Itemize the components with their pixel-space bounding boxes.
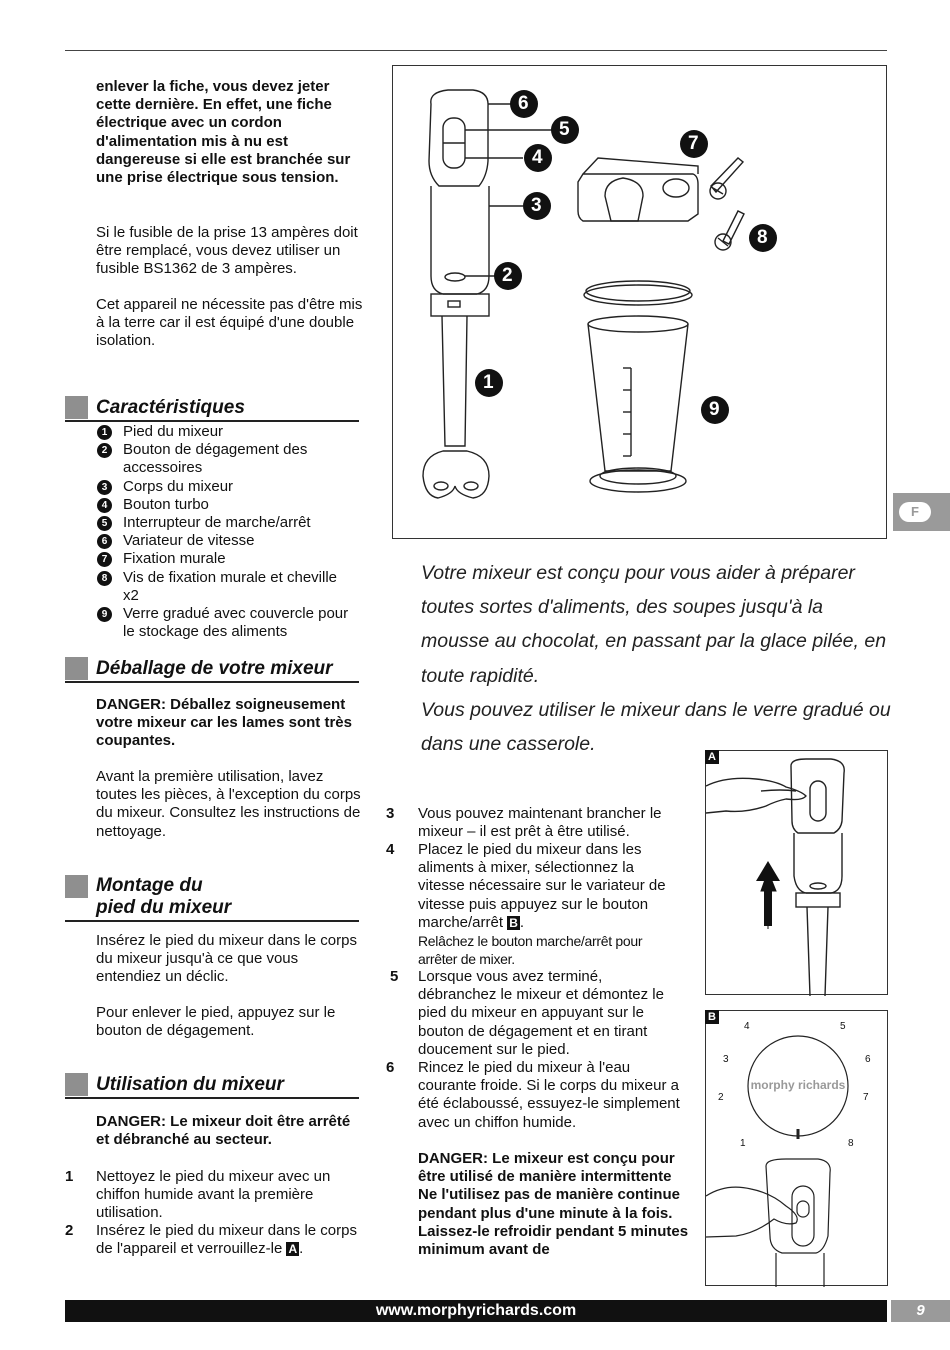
heading-square: [65, 1073, 88, 1096]
dial-number-1: 1: [740, 1138, 746, 1149]
figure-a-label: A: [705, 750, 719, 764]
callout-3: 3: [531, 195, 542, 216]
callout-7: 7: [688, 133, 699, 154]
figure-a-svg: [706, 751, 889, 996]
product-diagram: [392, 65, 887, 539]
usage-danger: DANGER: Le mixeur doit être arrêté et débranché au secteur.: [96, 1113, 351, 1149]
intro-paragraph-2: Vous pouvez utiliser le mixeur dans le verre gradué ou dans une casserole.: [421, 698, 891, 756]
usage-heading-text: Utilisation du mixeur: [96, 1074, 284, 1095]
heading-square: [65, 875, 88, 898]
earth-text: Cet appareil ne nécessite pas d'être mis à la terre car il est équipé d'une double isolation.: [96, 296, 363, 350]
diagram-callouts: [475, 90, 777, 424]
blender-parts-svg: [393, 66, 888, 540]
page-number: 9: [891, 1300, 950, 1322]
feature-item: 9 Verre gradué avec couvercle pour le stockage des aliments: [97, 605, 359, 641]
figure-a: [705, 750, 888, 995]
language-tab: [893, 493, 950, 531]
usage-danger-2: DANGER: Le mixeur est conçu pour être utilisé de manière intermittente Ne l'utilisez pas de manière continue pendant plus d'une minute à la fois. Laissez-le refroidir pendant 5 minutes minimum avant de: [418, 1150, 689, 1259]
feature-item: 1 Pied du mixeur: [97, 423, 359, 441]
features-heading: [65, 396, 359, 422]
callout-2: 2: [502, 265, 513, 286]
callout-6: 6: [518, 93, 529, 114]
unpacking-heading: [65, 657, 359, 683]
assembly-text1: Insérez le pied du mixeur dans le corps du mixeur jusqu'à ce que vous entendiez un déclic.: [96, 932, 357, 986]
callout-8: 8: [757, 227, 768, 248]
feature-item: 6 Variateur de vitesse: [97, 532, 359, 550]
step-2: 2 Insérez le pied du mixeur dans le corps de l'appareil et verrouillez-le A .: [65, 1222, 357, 1258]
feature-item: 2 Bouton de dégagement des accessoires: [97, 441, 359, 477]
dial-number-4: 4: [744, 1021, 750, 1032]
heading-square: [65, 396, 88, 419]
fuse-text: Si le fusible de la prise 13 ampères doit être remplacé, vous devez utiliser un fusible BS1362 de 3 ampères.: [96, 224, 358, 278]
callout-5: 5: [559, 119, 570, 140]
dial-brand-logo: morphy richards: [750, 1078, 846, 1092]
features-heading-text: Caractéristiques: [96, 397, 245, 418]
unpacking-text: Avant la première utilisation, lavez toutes les pièces, à l'exception du corps du mixeur. Consultez les instructions de nettoyage.: [96, 768, 361, 840]
step-3: 3 Vous pouvez maintenant brancher le mixeur – il est prêt à être utilisé.: [386, 805, 662, 841]
warning-intro: enlever la fiche, vous devez jeter cette dernière. En effet, une fiche électrique avec un cordon d'alimentation mis à nu est dangereuse si elle est branchée sur une prise électrique sous tension.: [96, 78, 351, 187]
heading-square: [65, 657, 88, 680]
assembly-text2: Pour enlever le pied, appuyez sur le bouton de dégagement.: [96, 1004, 336, 1040]
footer-url: www.morphyrichards.com: [65, 1300, 887, 1322]
dial-number-5: 5: [840, 1021, 846, 1032]
feature-item: 3 Corps du mixeur: [97, 478, 359, 496]
callout-9: 9: [709, 399, 720, 420]
step-1: 1 Nettoyez le pied du mixeur avec un chiffon humide avant la première utilisation.: [65, 1168, 331, 1222]
unpacking-danger: DANGER: Déballez soigneusement votre mixeur car les lames sont très coupantes.: [96, 696, 352, 750]
feature-item: 7 Fixation murale: [97, 550, 359, 568]
figure-b-svg: [706, 1011, 889, 1287]
callout-1: 1: [483, 372, 494, 393]
feature-item: 4 Bouton turbo: [97, 496, 359, 514]
dial-number-6: 6: [865, 1054, 871, 1065]
dial-number-8: 8: [848, 1138, 854, 1149]
dial-number-7: 7: [863, 1092, 869, 1103]
assembly-heading-text: Montage du pied du mixeur: [96, 875, 232, 918]
intro-text: [421, 556, 891, 761]
assembly-heading: [65, 875, 359, 922]
dial-number-3: 3: [723, 1054, 729, 1065]
step-6: 6 Rincez le pied du mixeur à l'eau courante froide. Si le corps du mixeur a été éclaboussé, essuyez-le simplement avec un chiffon humide.: [386, 1059, 680, 1131]
step-4-note: Relâchez le bouton marche/arrêt pour arrêter de mixer.: [418, 933, 643, 968]
step-4: 4 Placez le pied du mixeur dans les aliments à mixer, sélectionnez la vitesse nécessaire sur le variateur de vitesse puis appuyez sur le bouton marche/arrêt B . Relâchez le bouton marche/arrêt pour arrêter de mixer.: [386, 841, 686, 968]
figure-ref-b: B: [509, 915, 518, 930]
usage-heading: [65, 1073, 359, 1099]
top-rule: [65, 50, 887, 51]
figure-ref-a: A: [288, 1242, 298, 1257]
language-tab-label: F: [899, 502, 931, 522]
callout-4: 4: [532, 147, 543, 168]
feature-item: 5 Interrupteur de marche/arrêt: [97, 514, 359, 532]
figure-b: [705, 1010, 888, 1286]
intro-paragraph-1: Votre mixeur est conçu pour vous aider à préparer toutes sortes d'aliments, des soupes jusqu'à la mousse au chocolat, en passant par la glace pilée, en toute rapidité.: [421, 562, 887, 687]
figure-b-label: B: [705, 1010, 719, 1024]
dial-number-2: 2: [718, 1092, 724, 1103]
features-list: [97, 423, 359, 641]
unpacking-heading-text: Déballage de votre mixeur: [96, 658, 333, 679]
feature-item: 8 Vis de fixation murale et cheville x2: [97, 569, 359, 605]
step-5: 5 Lorsque vous avez terminé, débranchez le mixeur et démontez le pied du mixeur en appuyant sur le bouton de dégagement et en tirant doucement sur le pied.: [390, 968, 664, 1058]
